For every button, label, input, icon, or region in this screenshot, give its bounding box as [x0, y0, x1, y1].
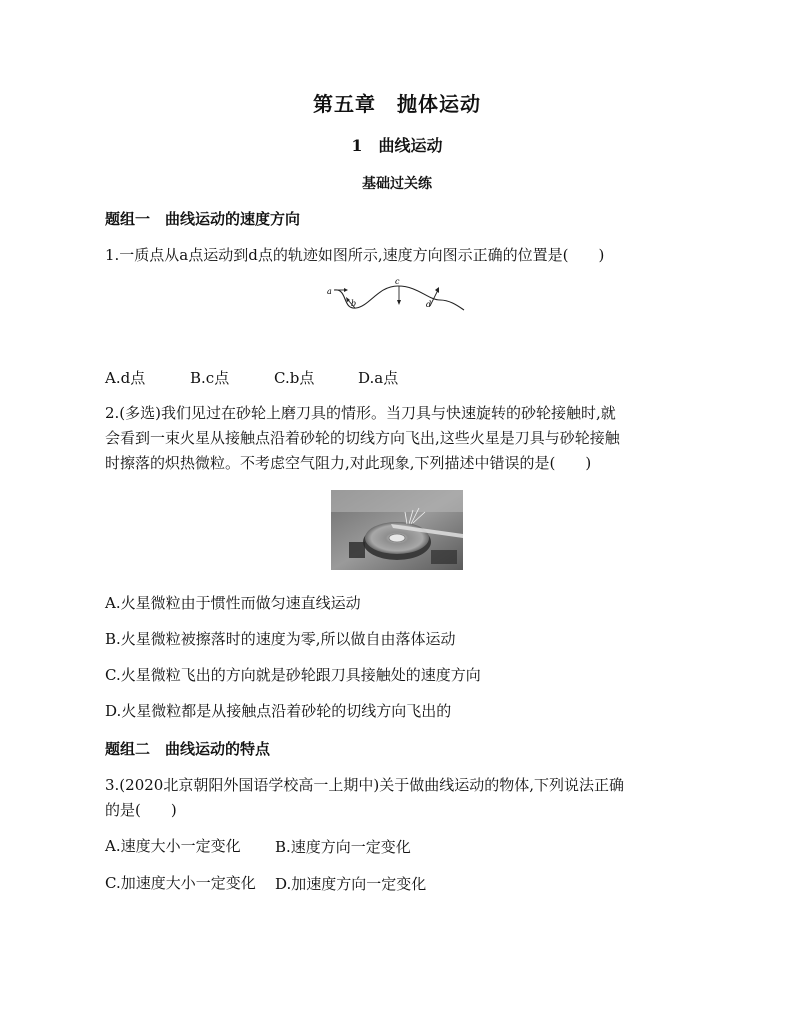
practice-title: 基础过关练	[362, 176, 432, 192]
q1-option-b: B.c点	[190, 369, 230, 387]
q3-option-d: D.加速度方向一定变化	[275, 875, 427, 893]
question-3-line-2: 的是( )	[105, 801, 177, 819]
label-d: d	[426, 300, 432, 309]
machine-part	[349, 542, 365, 558]
q1-option-a: A.d点	[105, 369, 146, 387]
q3-option-c: C.加速度大小一定变化	[105, 874, 256, 892]
photo-top-light	[331, 490, 463, 512]
chapter-title: 第五章 抛体运动	[313, 92, 481, 116]
label-c: c	[395, 277, 400, 286]
question-2-line-1: 2.(多选)我们见过在砂轮上磨刀具的情形。当刀具与快速旋转的砂轮接触时,就	[105, 404, 616, 422]
q1-option-d: D.a点	[358, 369, 399, 387]
q2-option-b: B.火星微粒被擦落时的速度为零,所以做自由落体运动	[105, 630, 456, 648]
arrowhead-a	[344, 288, 348, 292]
q1-option-c: C.b点	[274, 369, 315, 387]
q2-option-c: C.火星微粒飞出的方向就是砂轮跟刀具接触处的速度方向	[105, 666, 481, 684]
machine-corner	[431, 550, 457, 564]
section-title: 1 曲线运动	[351, 136, 443, 155]
question-2-line-2: 会看到一束火星从接触点沿着砂轮的切线方向飞出,这些火星是刀具与砂轮接触	[105, 429, 620, 447]
arrowhead-c	[397, 300, 401, 305]
wheel-hub	[389, 534, 405, 542]
label-a: a	[327, 287, 332, 296]
group2-title: 题组二 曲线运动的特点	[105, 740, 271, 758]
q2-option-d: D.火星微粒都是从接触点沿着砂轮的切线方向飞出的	[105, 702, 452, 720]
question-2-line-3: 时擦落的炽热微粒。不考虑空气阻力,对此现象,下列描述中错误的是( )	[105, 454, 592, 472]
q3-option-a: A.速度大小一定变化	[105, 837, 241, 855]
question-3-line-1: 3.(2020北京朝阳外国语学校高一上期中)关于做曲线运动的物体,下列说法正确	[105, 776, 624, 794]
group1-title: 题组一 曲线运动的速度方向	[105, 210, 301, 228]
trajectory-figure	[322, 272, 472, 322]
grinding-wheel-photo	[331, 490, 463, 570]
q2-option-a: A.火星微粒由于惯性而做匀速直线运动	[105, 594, 361, 612]
q3-option-b: B.速度方向一定变化	[275, 838, 411, 856]
label-b: b	[351, 299, 357, 308]
question-1-stem: 1.一质点从a点运动到d点的轨迹如图所示,速度方向图示正确的位置是( )	[105, 246, 605, 264]
